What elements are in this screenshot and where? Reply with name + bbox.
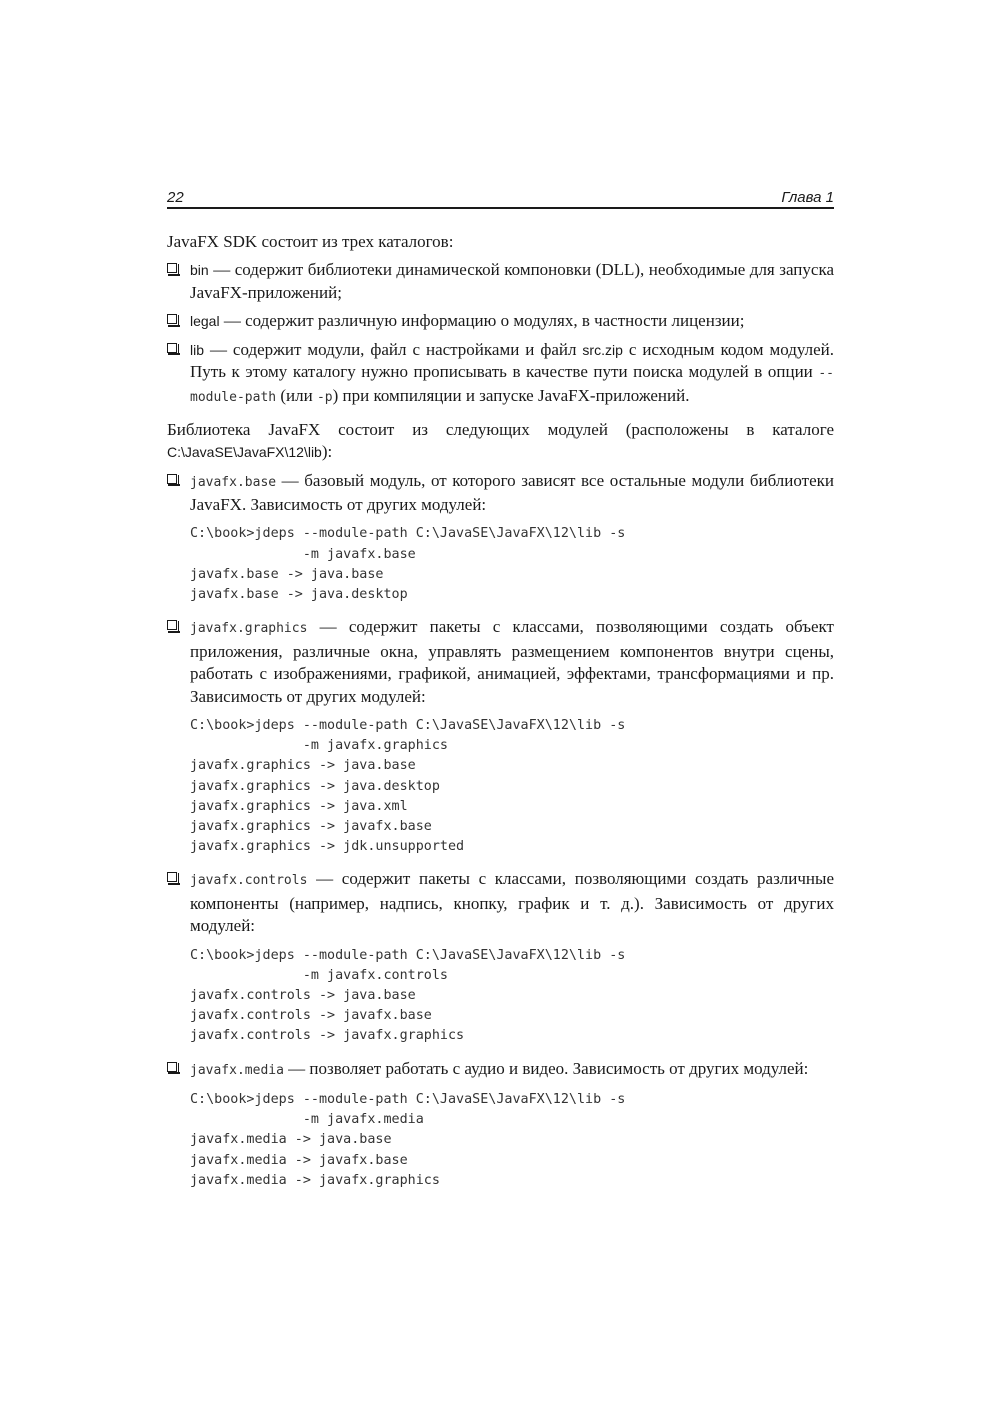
module-description: — базовый модуль, от которого зависят все остальные модули библиотеки JavaFX. Зависимость от других модулей: (190, 470, 834, 515)
code-listing: C:\book>jdeps --module-path C:\JavaSE\JavaFX\12\lib -s -m javafx.controls javafx.controls -> java.base javafx.controls -> javafx.base javafx.controls -> javafx.graphics (190, 947, 626, 1044)
page-number: 22 (167, 189, 184, 206)
dir-description: — содержит библиотеки динамической компоновки (DLL), необходимые для запуска JavaFX-приложений; (190, 260, 834, 302)
code-listing: C:\book>jdeps --module-path C:\JavaSE\JavaFX\12\lib -s -m javafx.base javafx.base -> java.base javafx.base -> java.desktop (190, 526, 626, 603)
code-listing: C:\book>jdeps --module-path C:\JavaSE\JavaFX\12\lib -s -m javafx.graphics javafx.graphics -> java.base javafx.graphics -> java.desktop javafx.graphics -> java.xml javafx.graphics -> javafx.base javafx.graphics -> jdk.unsupported (190, 717, 626, 855)
checkbox-bullet-icon (167, 620, 177, 630)
intro-paragraph: JavaFX SDK состоит из трех каталогов: (167, 232, 454, 251)
checkbox-bullet-icon (167, 474, 177, 484)
book-page (167, 186, 834, 1191)
checkbox-bullet-icon (167, 263, 177, 273)
module-item-media (167, 1058, 834, 1191)
dir-description-cont: с исходным кодом модулей. Путь к этому каталогу нужно прописывать в качестве пути поиска модулей в опции (190, 339, 834, 382)
chapter-title: Глава 1 (781, 189, 834, 206)
module-item-controls (167, 868, 834, 1046)
module-description: — позволяет работать с аудио и видео. Зависимость от других модулей: (283, 1058, 809, 1078)
module-description: — содержит пакеты с классами, позволяющими создать различные компоненты (например, надпись, кнопку, график и т. д.). Зависимость от других модулей: (190, 869, 834, 936)
running-header (167, 186, 834, 209)
dir-description: — содержит модули, файл с настройками и файл (204, 339, 583, 359)
code-listing: C:\book>jdeps --module-path C:\JavaSE\JavaFX\12\lib -s -m javafx.media javafx.media -> java.base javafx.media -> javafx.base javafx.media -> javafx.graphics (190, 1091, 626, 1188)
option-module-path: --module-path (190, 366, 834, 406)
module-description: — содержит пакеты с классами, позволяющими создать объект приложения, различные окна, управлять размещением компонентов внутри сцены, работать с изображениями, графикой, анимацией, эффектами, трансформациями и пр. Зависимость от других модулей: (190, 617, 834, 706)
dir-description-cont: ) при компиляции и запуске JavaFX-приложений. (332, 386, 690, 406)
dir-name: legal (190, 313, 220, 330)
library-path: C:\JavaSE\JavaFX\12\lib (167, 444, 322, 461)
module-name: javafx.media (190, 1062, 284, 1078)
list-item-bin (167, 259, 834, 304)
checkbox-bullet-icon (167, 872, 177, 882)
dir-name: lib (190, 341, 205, 358)
dir-name: bin (190, 262, 209, 279)
checkbox-bullet-icon (167, 343, 177, 353)
module-name: javafx.controls (190, 873, 308, 889)
checkbox-bullet-icon (167, 314, 177, 324)
library-intro-text: Библиотека JavaFX состоит из следующих модулей (расположены в каталоге (167, 419, 834, 439)
dir-description: — содержит различную информацию о модулях, в частности лицензии; (219, 311, 745, 331)
list-item-lib (167, 339, 834, 410)
library-paragraph (167, 419, 834, 464)
module-name: javafx.graphics (190, 621, 308, 637)
module-name: javafx.base (190, 474, 277, 490)
file-name: src.zip (582, 341, 623, 358)
module-item-graphics (167, 616, 834, 857)
list-item-legal (167, 310, 834, 332)
library-intro-end: ): (321, 442, 333, 462)
dir-description-cont: (или (276, 386, 317, 406)
checkbox-bullet-icon (167, 1062, 177, 1072)
option-p: -p (316, 390, 333, 406)
module-item-base (167, 470, 834, 606)
